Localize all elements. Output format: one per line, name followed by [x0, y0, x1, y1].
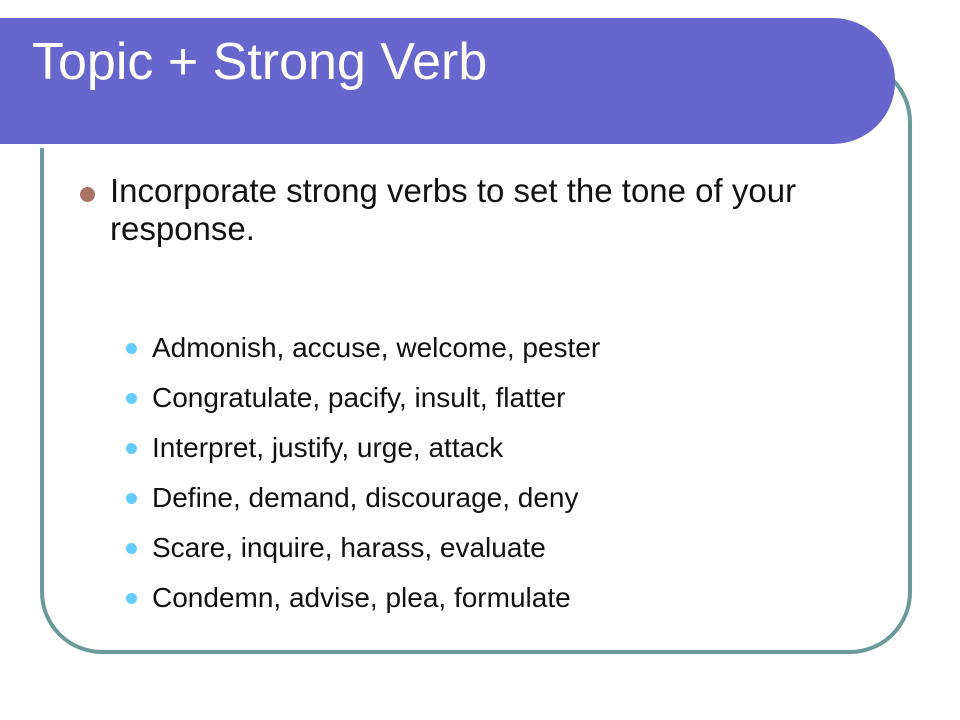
- sub-bullet-item: [126, 373, 600, 423]
- sub-bullet-text: Scare, inquire, harass, evaluate: [152, 532, 546, 563]
- sub-bullet-dot-icon: [126, 443, 137, 454]
- sub-bullet-dot-icon: [126, 543, 137, 554]
- sub-bullet-dot-icon: [126, 493, 137, 504]
- slide-title: Topic + Strong Verb: [32, 33, 488, 91]
- title-underline: [0, 144, 848, 148]
- sub-bullet-list: [126, 323, 600, 623]
- main-bullet-text: Incorporate strong verbs to set the tone of your response.: [110, 172, 797, 247]
- sub-bullet-text: Interpret, justify, urge, attack: [152, 432, 504, 463]
- sub-bullet-item: [126, 323, 600, 373]
- sub-bullet-dot-icon: [126, 343, 137, 354]
- sub-bullet-dot-icon: [126, 593, 137, 604]
- main-bullet: [80, 172, 870, 248]
- sub-bullet-item: [126, 473, 600, 523]
- sub-bullet-text: Congratulate, pacify, insult, flatter: [152, 382, 566, 413]
- sub-bullet-item: [126, 423, 600, 473]
- sub-bullet-item: [126, 523, 600, 573]
- sub-bullet-item: [126, 573, 600, 623]
- sub-bullet-text: Define, demand, discourage, deny: [152, 482, 579, 513]
- sub-bullet-text: Condemn, advise, plea, formulate: [152, 582, 571, 613]
- sub-bullet-dot-icon: [126, 393, 137, 404]
- sub-bullet-text: Admonish, accuse, welcome, pester: [152, 332, 601, 363]
- bullet-dot-icon: [80, 187, 95, 202]
